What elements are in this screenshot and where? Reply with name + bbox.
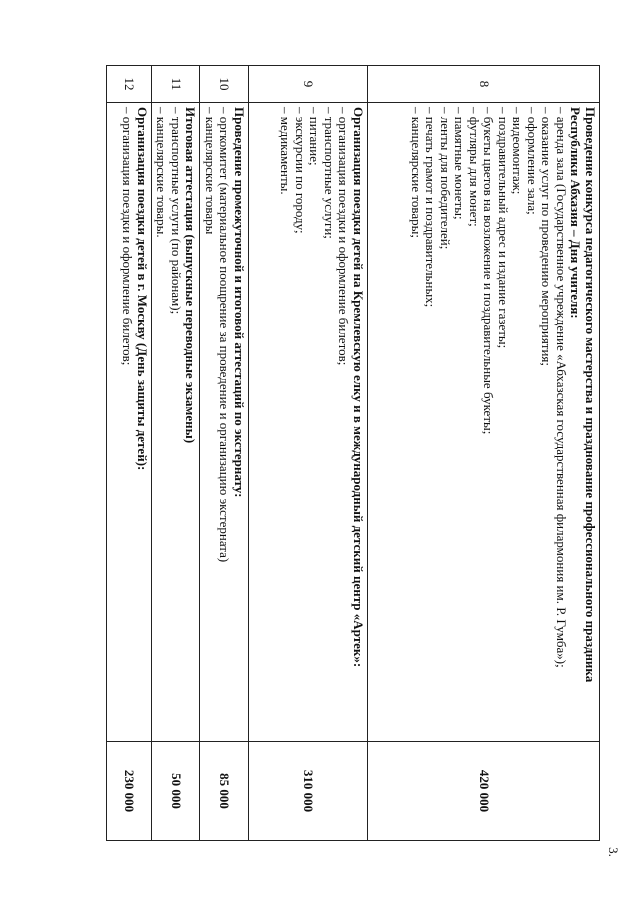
list-item: – оргкомитет (материальное поощрение за проведение и организацию экстерната) [217, 107, 233, 563]
list-item: – канцелярские товары; [409, 107, 424, 238]
row-number: 10 [200, 66, 249, 103]
list-item: – экскурсии по городу; [293, 107, 308, 234]
row-title: Организация поездки детей на Кремлевскую елку и в международный детский центр «Артек»: [351, 107, 366, 668]
list-item: – печать грамот и поздравительных; [423, 107, 439, 308]
row-amount: 85 000 [200, 742, 249, 841]
row-number: 11 [152, 66, 201, 103]
list-item: – питание; [307, 107, 323, 166]
rotated-document-sheet [108, 65, 600, 840]
list-item: – аренда зала (Государственное учреждение «Абхазская государственная филармония им. Р. Гумба»); [554, 107, 569, 668]
list-item: – транспортные услуги; [322, 107, 337, 239]
list-item: – футляры для монет; [467, 107, 482, 227]
list-item: – оформление зала; [525, 107, 540, 215]
list-item: – букеты цветов на возложение и поздравительные букеты; [481, 107, 497, 435]
row-description [200, 103, 249, 742]
row-title: Организация поездки детей в г. Москву (День защиты детей): [135, 107, 150, 471]
row-number: 12 [107, 66, 152, 103]
list-item: – поздравительный адрес и издание газеты; [496, 107, 511, 349]
row-title: Проведение промежуточной и итоговой аттестаций по экстернату: [232, 107, 247, 498]
list-item: – ленты для победителей; [438, 107, 453, 250]
list-item: – транспортные услуги (по районам); [169, 107, 184, 315]
row-amount: 310 000 [249, 742, 368, 841]
list-item: – видеомонтаж; [510, 107, 526, 195]
list-item: – памятные монеты; [452, 107, 468, 220]
row-title: Итоговая аттестация (выпускные переводные экзамены) [183, 107, 199, 444]
table-row [249, 66, 368, 841]
budget-table-body [107, 66, 600, 841]
page-number: 3. [606, 847, 622, 857]
row-description [152, 103, 201, 742]
row-amount: 50 000 [152, 742, 201, 841]
list-item: – медикаменты. [278, 107, 294, 195]
list-item: – организация поездки и оформление билетов; [336, 107, 352, 366]
budget-table [106, 65, 600, 841]
row-number: 9 [249, 66, 368, 103]
row-amount: 420 000 [368, 742, 600, 841]
list-item: – оказание услуг по проведению мероприятия; [539, 107, 555, 367]
row-description [368, 103, 600, 742]
table-row [107, 66, 152, 841]
list-item: – организация поездки и оформление билетов; [120, 107, 136, 366]
row-number: 8 [368, 66, 600, 103]
row-description [107, 103, 152, 742]
table-row [200, 66, 249, 841]
row-title: Проведение конкурса педагогического мастерства и празднование профессионального праздника Республики Абхазия – Дня учителя: [568, 107, 598, 683]
row-description [249, 103, 368, 742]
row-amount: 230 000 [107, 742, 152, 841]
list-item: – канцелярские товары. [154, 107, 170, 238]
list-item: – канцелярские товары [203, 107, 218, 235]
table-row [152, 66, 201, 841]
table-row [368, 66, 600, 841]
